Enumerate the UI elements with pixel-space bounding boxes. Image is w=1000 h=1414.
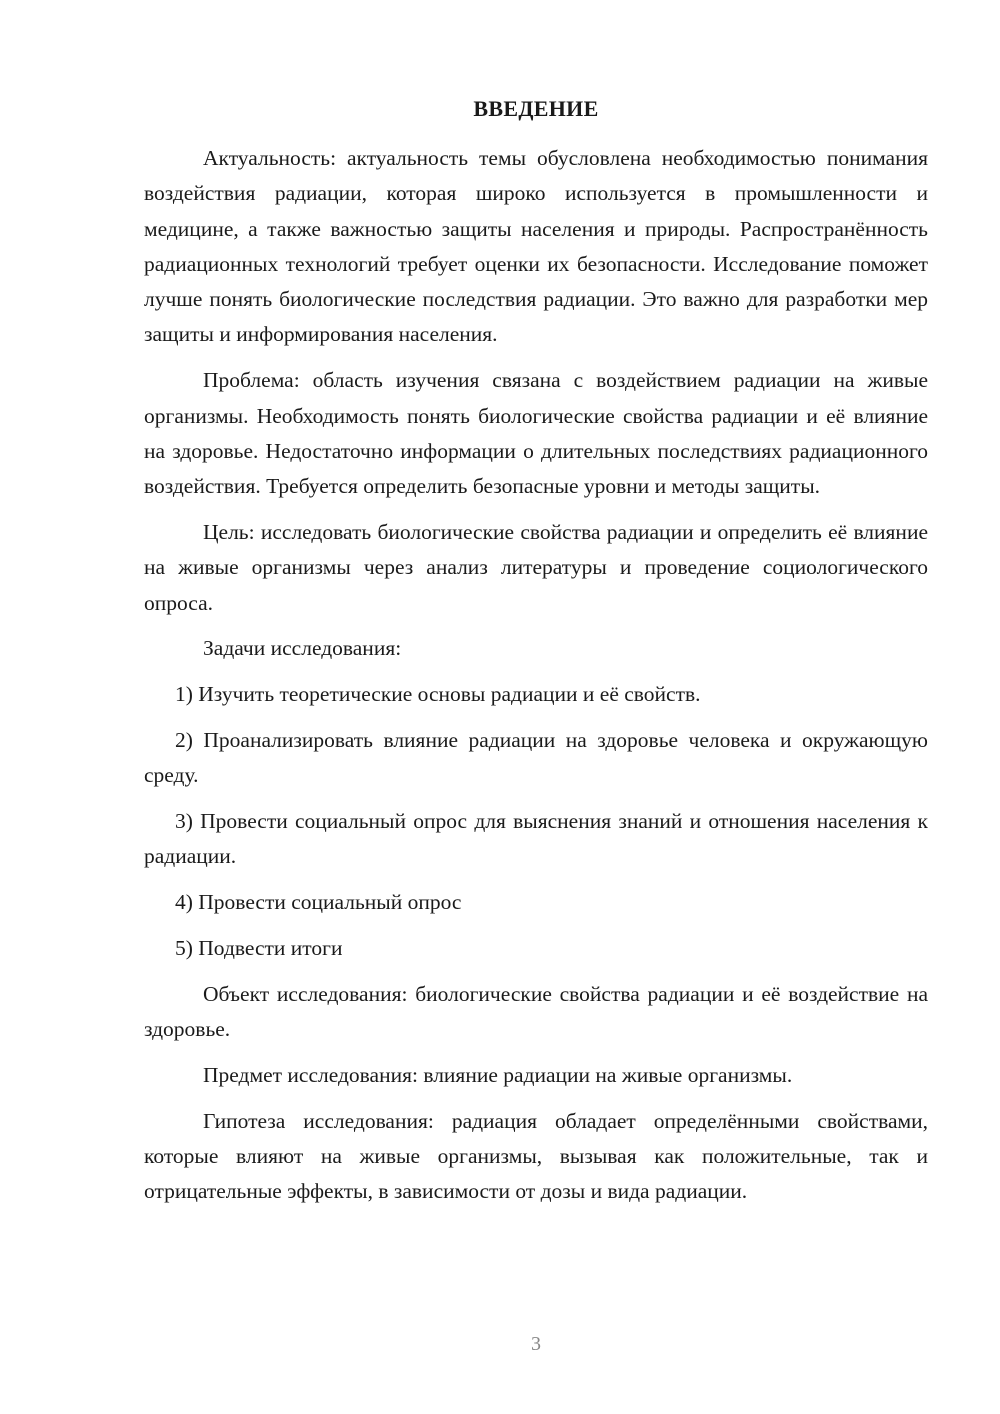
paragraph-hypothesis: Гипотеза исследования: радиация обладает определёнными свойствами, которые влияют на живые организмы, вызывая как положительные, так и отрицательные эффекты, в зависимости от дозы и вида радиации.	[144, 1108, 928, 1204]
paragraph-object: Объект исследования: биологические свойства радиации и её воздействие на здоровье.	[144, 981, 928, 1042]
task-item-5: 5) Подвести итоги	[175, 935, 343, 960]
task-item-2: 2) Проанализировать влияние радиации на здоровье человека и окружающую среду.	[144, 727, 928, 788]
tasks-heading: Задачи исследования:	[203, 636, 402, 661]
page-title: ВВЕДЕНИЕ	[473, 96, 599, 121]
paragraph-problem: Проблема: область изучения связана с воздействием радиации на живые организмы. Необходимость понять биологические свойства радиации и её влияние на здоровье. Недостаточно информации о длительных последствиях радиационного воздействия. Требуется определить безопасные уровни и методы защиты.	[144, 368, 928, 499]
paragraph-relevance: Актуальность: актуальность темы обусловлена необходимостью понимания воздействия радиации, которая широко используется в промышленности и медицине, а также важностью защиты населения и природы. Распространённость радиационных технологий требует оценки их безопасности. Исследование поможет лучше понять биологические последствия радиации. Это важно для разработки мер защиты и информирования населения.	[144, 146, 928, 347]
body-text	[144, 141, 928, 1210]
page-number: 3	[531, 1333, 541, 1355]
paragraph-goal: Цель: исследовать биологические свойства радиации и определить её влияние на живые организмы через анализ литературы и проведение социологического опроса.	[144, 519, 928, 615]
task-item-3: 3) Провести социальный опрос для выяснения знаний и отношения населения к радиации.	[144, 809, 928, 869]
paragraph-subject: Предмет исследования: влияние радиации на живые организмы.	[203, 1062, 793, 1087]
task-item-1: 1) Изучить теоретические основы радиации и её свойств.	[175, 682, 701, 707]
task-item-4: 4) Провести социальный опрос	[175, 890, 462, 915]
